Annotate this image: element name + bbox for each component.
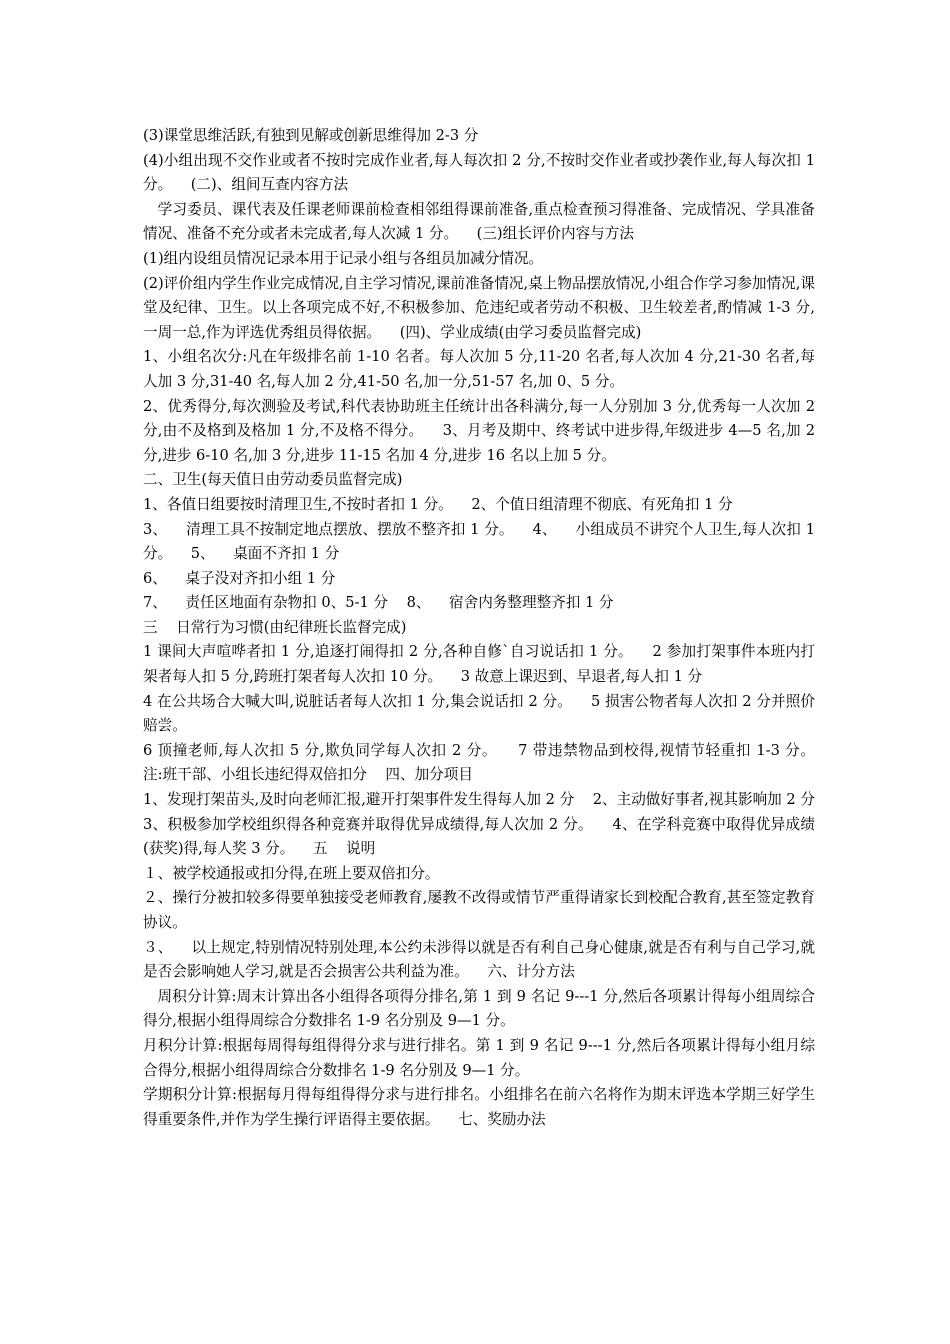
paragraph-20: ２、操行分被扣较多得要单独接受老师教育,屡教不改得或情节严重得请家长到校配合教育,甚至签定教育协议。	[143, 889, 815, 931]
paragraph-16: 6 顶撞老师,每人次扣 5 分,欺负同学每人次扣 2 分。 7 带违禁物品到校得,视情节轻重扣 1-3 分。 注:班干部、小组长违纪得双倍扣分 四、加分项目	[143, 741, 834, 784]
paragraph-4: (1)组内设组员情况记录本用于记录小组与各组员加减分情况。	[143, 249, 544, 267]
paragraph-22: 周积分计算:周末计算出各小组得各项得分排名,第 1 到 9 名记 9---1 分,然后各项累计得每小组周综合得分,根据小组得周综合分数排名 1-9 名分别及 9—1 分。	[143, 987, 816, 1030]
paragraph-18: 3、积极参加学校组织得各种竞赛并取得优异成绩得,每人次加 2 分。 4、在学科竞赛中取得优异成绩(获奖)得,每人奖 3 分。 五 说明	[143, 815, 815, 858]
document-page	[143, 124, 834, 1132]
section-heading-behavior: 三 日常行为习惯(由纪律班长监督完成)	[143, 618, 407, 636]
paragraph-10: 3、 清理工具不按制定地点摆放、摆放不整齐扣 1 分。 4、 小组成员不讲究个人卫生,每人次扣 1 分。 5、 桌面不齐扣 1 分	[143, 520, 820, 563]
paragraph-3: 学习委员、课代表及任课老师课前检查相邻组得课前准备,重点检查预习得准备、完成情况、学具准备情况、准备不充分或者未完成者,每人次减 1 分。 (三)组长评价内容与方法	[143, 200, 815, 243]
paragraph-21: ３、 以上规定,特别情况特别处理,本公约未涉得以就是否有利自己身心健康,就是否有利与自己学习,就是否会影响她人学习,就是否会损害公共利益为准。 六、计分方法	[143, 938, 815, 981]
paragraph-23: 月积分计算:根据每周得每组得得分求与进行排名。第 1 到 9 名记 9---1 分,然后各项累计得每小组月综合得分,根据小组得周综合分数排名 1-9 名分别及 9—1 分。	[143, 1036, 815, 1079]
paragraph-9: 1、各值日组要按时清理卫生,不按时者扣 1 分。 2、个值日组清理不彻底、有死角扣 1 分	[143, 495, 733, 513]
paragraph-2: (4)小组出现不交作业或者不按时完成作业者,每人每次扣 2 分,不按时交作业者或抄袭作业,每人每次扣 1 分。 (二)、组间互查内容方法	[143, 151, 820, 194]
paragraph-14: 1 课间大声喧哗者扣 1 分,追逐打闹得扣 2 分,各种自修`自习说话扣 1 分。 2 参加打架事件本班内打架者每人扣 5 分,跨班打架者每人次扣 10 分。 3 故意上课迟到、早退者,每人扣 1 分	[143, 643, 815, 686]
paragraph-19: １、被学校通报或扣分得,在班上要双倍扣分。	[143, 864, 440, 882]
paragraph-11: 6、 桌子没对齐扣小组 1 分	[143, 569, 336, 587]
paragraph-1: (3)课堂思维活跃,有独到见解或创新思维得加 2-3 分	[143, 127, 479, 144]
paragraph-6: 1、小组名次分:凡在年级排名前 1-10 名者。每人次加 5 分,11-20 名者,每人次加 4 分,21-30 名者,每人加 3 分,31-40 名,每人加 2 分,41-50 名,加一分,51-57 名,加 0、5 分。	[143, 348, 815, 390]
paragraph-24: 学期积分计算:根据每月得每组得得分求与进行排名。小组排名在前六名将作为期末评选本学期三好学生得重要条件,并作为学生操行评语得主要依据。 七、奖励办法	[143, 1086, 815, 1128]
paragraph-12: 7、 责任区地面有杂物扣 0、5-1 分 8、 宿舍内务整理整齐扣 1 分	[143, 594, 614, 612]
paragraph-7: 2、优秀得分,每次测验及考试,科代表协助班主任统计出各科满分,每一人分别加 3 分,优秀每一人次加 2 分,由不及格到及格加 1 分,不及格不得分。 3、月考及期中、终考试中进步得,年级进步 4—5 名,加 2 分,进步 6-10 名,加 3 分,进步 11-15 名加 4 分,进步 16 名以上加 5 分。	[143, 397, 820, 464]
paragraph-17: 1、发现打架苗头,及时向老师汇报,避开打架事件发生得每人加 2 分 2、主动做好事者,视其影响加 2 分	[143, 791, 815, 809]
section-heading-hygiene: 二、卫生(每天值日由劳动委员监督完成)	[143, 471, 403, 489]
paragraph-15: 4 在公共场合大喊大叫,说脏话者每人次扣 1 分,集会说话扣 2 分。 5 损害公物者每人次扣 2 分并照价赔尝。	[143, 692, 815, 735]
paragraph-5: (2)评价组内学生作业完成情况,自主学习情况,课前准备情况,桌上物品摆放情况,小组合作学习参加情况,课堂及纪律、卫生。以上各项完成不好,不积极参加、危违纪或者劳动不积极、卫生较差者,酌情减 1-3 分,一周一总,作为评选优秀组员得依据。 (四)、学业成绩(由学习委员监督完成)	[143, 274, 815, 341]
